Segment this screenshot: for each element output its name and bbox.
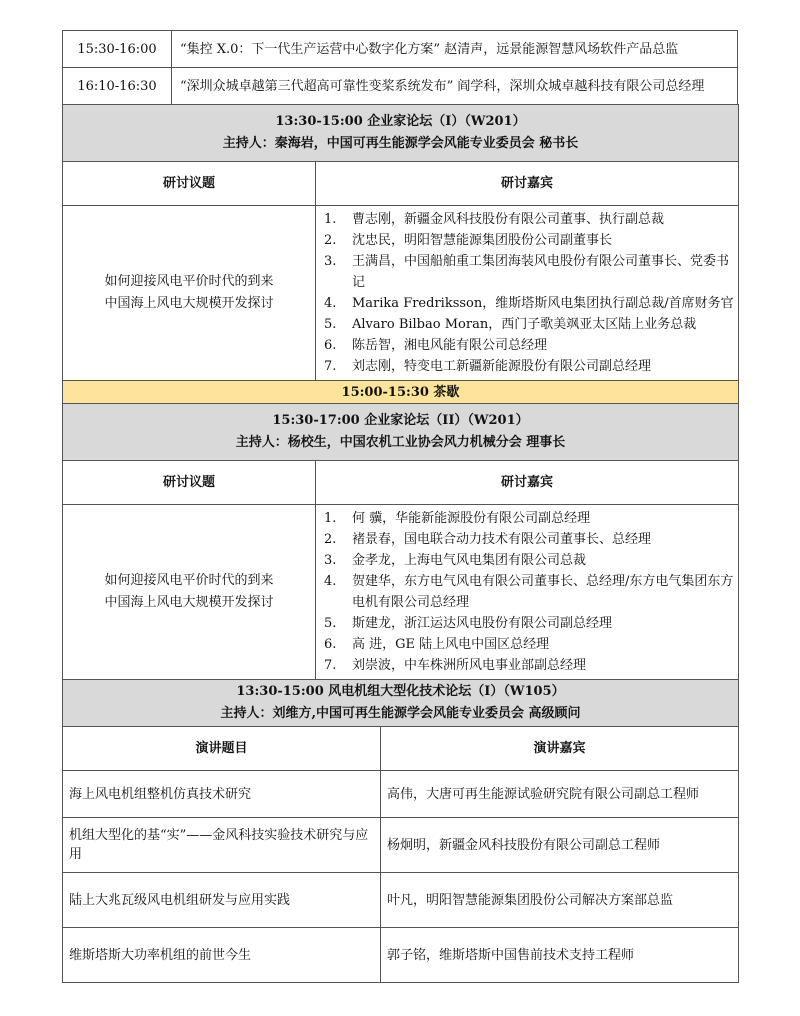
item-number: 4. (324, 296, 337, 311)
list-item (316, 230, 738, 251)
list-item (316, 335, 738, 356)
item-number: 1. (324, 511, 337, 526)
agenda-page (62, 30, 738, 983)
speech-topic: 陆上大兆瓦级风电机组研发与应用实践 (63, 873, 381, 928)
column-header: 研讨嘉宾 (316, 461, 739, 505)
guest-list (316, 209, 738, 377)
guest-text: 贺建华，东方电气风电有限公司董事长、总经理/东方电气集团东方电机有限公司总经理 (352, 574, 734, 610)
item-number: 5. (324, 616, 337, 631)
item-number: 2. (324, 532, 337, 547)
column-header: 研讨嘉宾 (316, 162, 739, 206)
guest-text: 王满昌，中国船舶重工集团海装风电股份有限公司董事长、党委书记 (352, 254, 730, 290)
list-item (316, 613, 738, 634)
speech-topic: 海上风电机组整机仿真技术研究 (63, 771, 381, 818)
list-item (316, 550, 738, 571)
column-header: 研讨议题 (63, 461, 316, 505)
guest-text: 高 进，GE 陆上风电中国区总经理 (352, 637, 550, 652)
speech-topic: 维斯塔斯大功率机组的前世今生 (63, 928, 381, 983)
table-row (63, 68, 738, 105)
guest-text: 褚景春，国电联合动力技术有限公司董事长、总经理 (352, 532, 652, 547)
guest-list (316, 508, 738, 676)
table-row (63, 818, 739, 873)
speech-speaker: 郭子铭，维斯塔斯中国售前技术支持工程师 (381, 928, 739, 983)
guest-text: 陈岳智，湘电风能有限公司总经理 (352, 338, 548, 353)
time-cell: 15:30-16:00 (63, 31, 172, 68)
topic-line: 如何迎接风电平价时代的到来 (104, 274, 274, 289)
discussion-topic (63, 206, 316, 381)
speech-speaker: 高伟，大唐可再生能源试验研究院有限公司副总工程师 (381, 771, 739, 818)
forum-2-header (63, 404, 739, 461)
forum-host: 主持人：秦海岩，中国可再生能源学会风能专业委员会 秘书长 (222, 136, 579, 151)
item-number: 7. (324, 359, 337, 374)
table-row (63, 873, 739, 928)
topic-line: 中国海上风电大规模开发探讨 (104, 595, 274, 610)
list-item (316, 314, 738, 335)
guest-text: 刘志刚，特变电工新疆新能源股份有限公司副总经理 (352, 359, 652, 374)
guest-text: 沈忠民，明阳智慧能源集团股份公司副董事长 (352, 233, 613, 248)
guest-text: 金孝龙，上海电气风电集团有限公司总裁 (352, 553, 587, 568)
forum-title: 15:30-17:00 企业家论坛（II）（W201） (272, 413, 529, 428)
table-row (63, 771, 739, 818)
forum-3-header (63, 680, 739, 727)
item-number: 3. (324, 254, 337, 269)
forum-1-header (63, 105, 739, 162)
table-row (63, 31, 738, 68)
guest-list-cell (316, 206, 739, 381)
item-number: 5. (324, 317, 337, 332)
item-number: 7. (324, 658, 337, 673)
forum-host: 主持人：刘维方,中国可再生能源学会风能专业委员会 高级顾问 (220, 706, 581, 721)
guest-text: 斯建龙，浙江运达风电股份有限公司副总经理 (352, 616, 613, 631)
talk-table (62, 30, 738, 105)
speech-speaker: 杨炯明，新疆金风科技股份有限公司副总工程师 (381, 818, 739, 873)
speech-topic: 机组大型化的基“实”——金风科技实验技术研究与应用 (63, 818, 381, 873)
forum-1-table (62, 104, 739, 404)
guest-text: 曹志刚，新疆金风科技股份有限公司董事、执行副总裁 (352, 212, 665, 227)
talk-cell: “深圳众城卓越第三代超高可靠性变桨系统发布” 阎学科，深圳众城卓越科技有限公司总经理 (172, 68, 738, 105)
item-number: 6. (324, 637, 337, 652)
list-item (316, 508, 738, 529)
forum-title: 13:30-15:00 风电机组大型化技术论坛（I）（W105） (236, 684, 565, 699)
list-item (316, 529, 738, 550)
item-number: 3. (324, 553, 337, 568)
guest-list-cell (316, 505, 739, 680)
table-row (63, 928, 739, 983)
forum-title: 13:30-15:00 企业家论坛（I）（W201） (275, 114, 526, 129)
guest-text: Alvaro Bilbao Moran，西门子歌美飒亚太区陆上业务总裁 (352, 317, 697, 332)
list-item (316, 655, 738, 676)
tea-break-bar: 15:00-15:30 茶歇 (63, 381, 739, 404)
list-item (316, 571, 738, 613)
topic-line: 如何迎接风电平价时代的到来 (104, 573, 274, 588)
list-item (316, 251, 738, 293)
speech-speaker: 叶凡，明阳智慧能源集团股份公司解决方案部总监 (381, 873, 739, 928)
forum-host: 主持人：杨校生，中国农机工业协会风力机械分会 理事长 (235, 435, 566, 450)
list-item (316, 356, 738, 377)
column-header: 演讲题目 (63, 727, 381, 771)
list-item (316, 209, 738, 230)
column-header: 研讨议题 (63, 162, 316, 206)
column-header: 演讲嘉宾 (381, 727, 739, 771)
forum-3-table (62, 679, 739, 983)
guest-text: 何 骥，华能新能源股份有限公司副总经理 (352, 511, 591, 526)
item-number: 1. (324, 212, 337, 227)
guest-text: Marika Fredriksson，维斯塔斯风电集团执行副总裁/首席财务官 (352, 296, 734, 311)
discussion-topic (63, 505, 316, 680)
forum-2-table (62, 403, 739, 680)
time-cell: 16:10-16:30 (63, 68, 172, 105)
list-item (316, 634, 738, 655)
item-number: 2. (324, 233, 337, 248)
topic-line: 中国海上风电大规模开发探讨 (104, 296, 274, 311)
item-number: 4. (324, 574, 337, 589)
talk-cell: “集控 X.0：下一代生产运营中心数字化方案” 赵清声，远景能源智慧风场软件产品总监 (172, 31, 738, 68)
item-number: 6. (324, 338, 337, 353)
guest-text: 刘崇波，中车株洲所风电事业部副总经理 (352, 658, 587, 673)
list-item (316, 293, 738, 314)
